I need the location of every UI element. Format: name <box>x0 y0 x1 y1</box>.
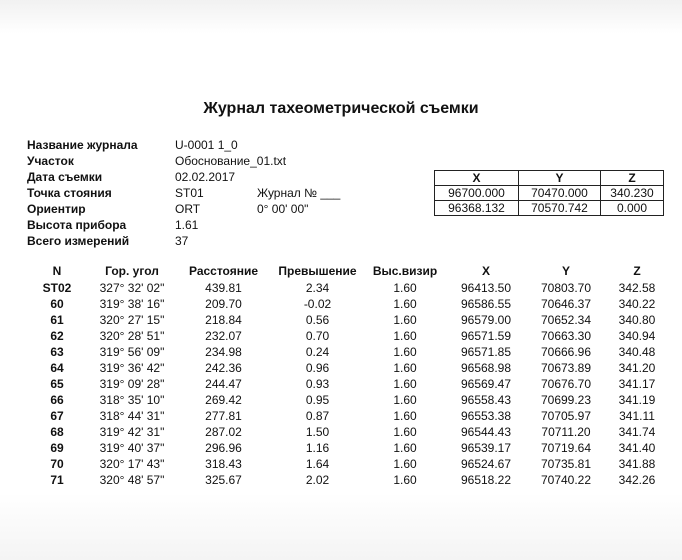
cell-x: 96569.47 <box>460 377 512 391</box>
cell-target-height: 1.60 <box>393 281 417 295</box>
cell-x: 96413.50 <box>460 281 512 295</box>
info-label: Участок <box>27 154 74 168</box>
cell-elevation-diff: 2.34 <box>305 281 330 295</box>
table-row <box>27 312 669 328</box>
cell-point-number: 61 <box>50 313 64 327</box>
cell-y: 70740.22 <box>540 473 592 487</box>
table-row <box>27 392 669 408</box>
cell-target-height: 1.60 <box>393 409 417 423</box>
col-header-n: N <box>52 264 62 278</box>
info-value: U-0001 1_0 <box>175 138 238 152</box>
coord-cell: 0.000 <box>601 201 664 216</box>
cell-x: 96571.85 <box>460 345 512 359</box>
cell-horizontal-angle: 319° 42' 31" <box>99 425 165 439</box>
info-row <box>27 217 340 233</box>
cell-z: 340.48 <box>618 345 656 359</box>
coord-header-y: Y <box>519 171 601 186</box>
coord-cell: 96368.132 <box>435 201 519 216</box>
cell-z: 341.74 <box>618 425 656 439</box>
journal-info <box>27 137 340 249</box>
cell-horizontal-angle: 318° 35' 10" <box>99 393 165 407</box>
table-row <box>27 280 669 296</box>
cell-x: 96579.00 <box>460 313 512 327</box>
cell-y: 70803.70 <box>540 281 592 295</box>
cell-horizontal-angle: 327° 32' 02" <box>99 281 165 295</box>
cell-horizontal-angle: 319° 56' 09" <box>99 345 165 359</box>
cell-elevation-diff: 0.87 <box>305 409 330 423</box>
cell-target-height: 1.60 <box>393 297 417 311</box>
cell-target-height: 1.60 <box>393 377 417 391</box>
cell-point-number: 71 <box>50 473 64 487</box>
coord-cell: 70570.742 <box>519 201 601 216</box>
cell-distance: 296.96 <box>205 441 242 455</box>
cell-x: 96558.43 <box>460 393 512 407</box>
cell-target-height: 1.60 <box>393 425 417 439</box>
info-row <box>27 233 340 249</box>
table-row <box>27 456 669 472</box>
table-row <box>27 472 669 488</box>
cell-elevation-diff: 0.93 <box>305 377 330 391</box>
cell-y: 70711.20 <box>541 425 591 439</box>
cell-horizontal-angle: 320° 17' 43" <box>99 457 165 471</box>
coord-header-row <box>435 171 664 186</box>
info-value: ORT <box>175 202 201 216</box>
cell-distance: 318.43 <box>205 457 242 471</box>
cell-distance: 287.02 <box>205 425 242 439</box>
cell-point-number: 63 <box>50 345 64 359</box>
cell-z: 341.19 <box>618 393 656 407</box>
cell-point-number: 70 <box>50 457 64 471</box>
cell-target-height: 1.60 <box>393 457 417 471</box>
cell-x: 96586.55 <box>460 297 512 311</box>
coord-row-station <box>435 186 664 201</box>
cell-point-number: 69 <box>50 441 64 455</box>
cell-horizontal-angle: 320° 27' 15" <box>99 313 165 327</box>
table-row <box>27 360 669 376</box>
col-header-distance: Расстояние <box>188 264 259 278</box>
cell-point-number: 65 <box>50 377 64 391</box>
measurements-header-row <box>27 262 669 280</box>
cell-x: 96568.98 <box>460 361 512 375</box>
cell-distance: 234.98 <box>205 345 242 359</box>
cell-point-number: ST02 <box>42 281 72 295</box>
coord-cell: 340.230 <box>601 186 664 201</box>
table-row <box>27 296 669 312</box>
info-label: Дата съемки <box>27 170 103 184</box>
info-value: 02.02.2017 <box>175 170 236 184</box>
measurements-body <box>27 280 669 488</box>
cell-z: 341.88 <box>618 457 656 471</box>
cell-x: 96524.67 <box>460 457 512 471</box>
cell-y: 70652.34 <box>540 313 592 327</box>
cell-elevation-diff: 2.02 <box>305 473 330 487</box>
cell-x: 96571.59 <box>460 329 512 343</box>
cell-x: 96518.22 <box>460 473 512 487</box>
cell-y: 70735.81 <box>540 457 592 471</box>
cell-horizontal-angle: 319° 38' 16" <box>99 297 165 311</box>
col-header-y: Y <box>561 264 570 278</box>
cell-point-number: 64 <box>50 361 64 375</box>
measurements-table <box>27 262 669 488</box>
info-label: Ориентир <box>27 202 86 216</box>
cell-distance: 218.84 <box>205 313 242 327</box>
cell-z: 340.94 <box>618 329 656 343</box>
document-title: Журнал тахеометрической съемки <box>203 100 479 117</box>
cell-distance: 242.36 <box>205 361 242 375</box>
cell-point-number: 62 <box>50 329 64 343</box>
info-label: Всего измерений <box>27 234 130 248</box>
col-header-target-height: Выс.визир <box>372 264 438 278</box>
cell-y: 70666.96 <box>540 345 592 359</box>
cell-elevation-diff: 1.50 <box>305 425 330 439</box>
cell-distance: 244.47 <box>205 377 242 391</box>
info-value: 1.61 <box>175 218 199 232</box>
col-header-elevation-diff: Превышение <box>278 264 357 278</box>
cell-point-number: 67 <box>50 409 64 423</box>
cell-elevation-diff: 1.64 <box>305 457 330 471</box>
cell-point-number: 68 <box>50 425 64 439</box>
cell-horizontal-angle: 319° 09' 28" <box>99 377 165 391</box>
cell-horizontal-angle: 319° 40' 37" <box>99 441 165 455</box>
coord-header-z: Z <box>601 171 664 186</box>
cell-target-height: 1.60 <box>393 393 417 407</box>
info-label: Точка стояния <box>27 186 112 200</box>
cell-distance: 209.70 <box>205 297 242 311</box>
cell-z: 340.80 <box>618 313 656 327</box>
cell-elevation-diff: -0.02 <box>303 297 332 311</box>
cell-horizontal-angle: 320° 28' 51" <box>99 329 165 343</box>
cell-elevation-diff: 0.24 <box>305 345 330 359</box>
cell-target-height: 1.60 <box>393 361 417 375</box>
table-row <box>27 328 669 344</box>
info-row <box>27 201 340 217</box>
cell-distance: 439.81 <box>205 281 242 295</box>
info-value: Обоснование_01.txt <box>175 154 287 168</box>
cell-x: 96553.38 <box>460 409 512 423</box>
cell-target-height: 1.60 <box>393 313 417 327</box>
coord-cell: 70470.000 <box>519 186 601 201</box>
cell-y: 70646.37 <box>540 297 592 311</box>
cell-z: 341.40 <box>618 441 656 455</box>
station-coordinates-table <box>434 170 664 216</box>
cell-y: 70699.23 <box>540 393 592 407</box>
cell-y: 70673.89 <box>540 361 592 375</box>
cell-target-height: 1.60 <box>393 329 417 343</box>
cell-elevation-diff: 0.70 <box>305 329 330 343</box>
info-label: Название журнала <box>27 138 138 152</box>
table-row <box>27 440 669 456</box>
cell-point-number: 60 <box>50 297 64 311</box>
cell-z: 342.26 <box>618 473 656 487</box>
cell-y: 70676.70 <box>540 377 592 391</box>
info-extra: Журнал № ___ <box>257 186 341 200</box>
cell-z: 340.22 <box>618 297 656 311</box>
info-value: ST01 <box>175 186 204 200</box>
cell-target-height: 1.60 <box>393 345 417 359</box>
cell-z: 341.17 <box>618 377 656 391</box>
coord-row-orientation <box>435 201 664 216</box>
table-row <box>27 408 669 424</box>
info-value: 37 <box>175 234 189 248</box>
coord-cell: 96700.000 <box>435 186 519 201</box>
cell-horizontal-angle: 319° 36' 42" <box>99 361 165 375</box>
cell-point-number: 66 <box>50 393 64 407</box>
cell-y: 70663.30 <box>540 329 592 343</box>
cell-x: 96544.43 <box>460 425 512 439</box>
info-row <box>27 185 340 201</box>
cell-distance: 269.42 <box>205 393 242 407</box>
col-header-z: Z <box>633 264 641 278</box>
table-row <box>27 344 669 360</box>
info-row <box>27 137 340 153</box>
cell-distance: 277.81 <box>205 409 242 423</box>
col-header-horizontal-angle: Гор. угол <box>105 264 159 278</box>
cell-distance: 325.67 <box>205 473 242 487</box>
coord-header-x: X <box>435 171 519 186</box>
cell-z: 342.58 <box>618 281 656 295</box>
cell-y: 70705.97 <box>540 409 592 423</box>
cell-elevation-diff: 0.56 <box>305 313 330 327</box>
cell-horizontal-angle: 318° 44' 31" <box>99 409 165 423</box>
cell-z: 341.20 <box>618 361 656 375</box>
info-extra: 0° 00' 00" <box>257 202 309 216</box>
cell-elevation-diff: 0.96 <box>305 361 330 375</box>
cell-target-height: 1.60 <box>393 441 417 455</box>
cell-x: 96539.17 <box>460 441 512 455</box>
cell-horizontal-angle: 320° 48' 57" <box>99 473 165 487</box>
table-row <box>27 424 669 440</box>
cell-elevation-diff: 1.16 <box>305 441 330 455</box>
info-label: Высота прибора <box>27 218 127 232</box>
cell-y: 70719.64 <box>540 441 592 455</box>
cell-z: 341.11 <box>619 409 655 423</box>
col-header-x: X <box>481 264 490 278</box>
table-row <box>27 376 669 392</box>
cell-elevation-diff: 0.95 <box>305 393 330 407</box>
cell-target-height: 1.60 <box>393 473 417 487</box>
info-row <box>27 169 340 185</box>
info-row <box>27 153 340 169</box>
cell-distance: 232.07 <box>205 329 242 343</box>
